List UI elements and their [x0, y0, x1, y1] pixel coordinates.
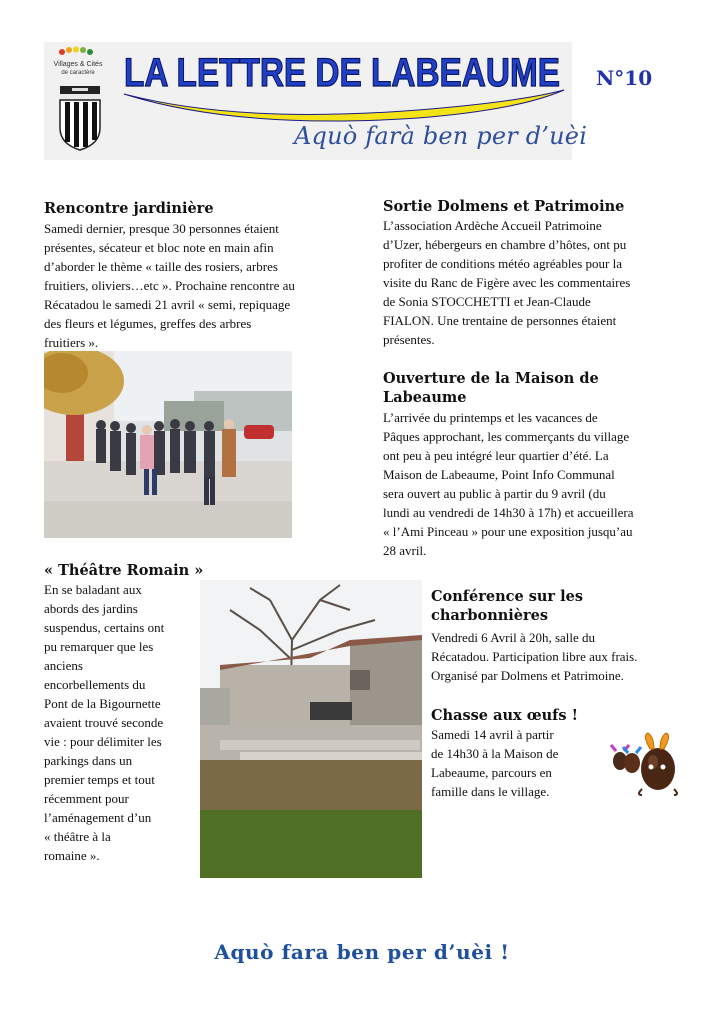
body-line: suspendus, certains ont	[44, 620, 165, 635]
body-line: de Sonia STOCCHETTI et Jean-Claude	[383, 294, 591, 309]
body-line: présentes, sécateur et bloc note en main afin	[44, 240, 274, 255]
article-title-theatre: « Théâtre Romain »	[44, 562, 204, 579]
newsletter-footer-slogan: Aquò fara ben per d’uèi !	[214, 940, 510, 964]
body-line: ont peu à peu intégré leur quartier d’été. La	[383, 448, 609, 463]
body-line: sera ouvert au public à partir du 9 avril (du	[383, 486, 606, 501]
title-line: Ouverture de la Maison de	[383, 370, 599, 387]
body-line: Labeaume, parcours en	[431, 765, 552, 780]
title-line: Labeaume	[383, 389, 467, 406]
body-line: Pâques approchant, les commerçants du village	[383, 429, 630, 444]
body-line: 28 avril.	[383, 543, 427, 558]
newsletter-subtitle: Aquò farà ben per d’uèi	[294, 122, 588, 150]
article-body-theatre	[44, 580, 204, 865]
body-line: lundi au vendredi de 14h30 à 17h) et accueillera	[383, 505, 634, 520]
body-line: famille dans le village.	[431, 784, 550, 799]
newsletter-title	[116, 46, 568, 102]
body-line: romaine ».	[44, 848, 100, 863]
article-body-chasse	[431, 725, 601, 801]
article-body-rencontre	[44, 219, 344, 352]
body-line: vie : pour délimiter les	[44, 734, 162, 749]
body-line: Samedi 14 avril à partir	[431, 727, 554, 742]
article-title-dolmens: Sortie Dolmens et Patrimoine	[383, 198, 625, 215]
easter-eggs-icon	[606, 725, 690, 799]
roman-theatre-photo	[200, 580, 422, 878]
body-line: Organisé par Dolmens et Patrimoine.	[431, 668, 624, 683]
garden-group-photo	[44, 351, 292, 538]
body-line: Vendredi 6 Avril à 20h, salle du	[431, 630, 596, 645]
body-line: En se baladant aux	[44, 582, 142, 597]
body-line: FIALON. Une trentaine de personnes étaient	[383, 313, 617, 328]
body-line: encorbellements du	[44, 677, 146, 692]
body-line: « l’Ami Pinceau » pour une exposition jusqu’au	[383, 524, 633, 539]
logo-text-line-2: de caractère	[61, 70, 95, 76]
body-line: d’Uzer, hébergeurs en chambre d’hôtes, ont pu	[383, 237, 627, 252]
issue-number: N°10	[596, 66, 653, 90]
body-line: l’aménagement d’un	[44, 810, 152, 825]
body-line: Récatadou le samedi 21 avril « semi, repiquage	[44, 297, 291, 312]
logo-text-line-1: Villages & Cités	[53, 61, 103, 68]
labeaume-crest-icon	[54, 84, 106, 154]
body-line: de 14h30 à la Maison de	[431, 746, 559, 761]
body-line: Pont de la Bigournette	[44, 696, 161, 711]
article-body-dolmens	[383, 216, 683, 349]
body-line: fruitiers, oliviers…etc ». Prochaine rencontre au	[44, 278, 295, 293]
body-line: anciens	[44, 658, 83, 673]
body-line: d’aborder le thème « taille des rosiers, arbres	[44, 259, 278, 274]
body-line: avaient trouvé seconde	[44, 715, 164, 730]
article-title-rencontre: Rencontre jardinière	[44, 200, 214, 217]
newsletter-title-text: LA LETTRE DE LABEAUME	[124, 51, 560, 95]
article-body-maison	[383, 408, 683, 560]
body-line: L’association Ardèche Accueil Patrimoine	[383, 218, 602, 233]
title-line: Conférence sur les	[431, 588, 584, 605]
body-line: L’arrivée du printemps et les vacances de	[383, 410, 598, 425]
body-line: « théâtre à la	[44, 829, 111, 844]
body-line: abords des jardins	[44, 601, 138, 616]
body-line: des fleurs et légumes, greffes des arbres	[44, 316, 252, 331]
body-line: fruitiers ».	[44, 335, 99, 350]
title-line: charbonnières	[431, 607, 549, 624]
body-line: Samedi dernier, presque 30 personnes étaient	[44, 221, 279, 236]
body-line: présentes.	[383, 332, 435, 347]
article-title-maison	[383, 369, 683, 407]
villages-de-caractere-logo	[50, 46, 106, 78]
body-line: profiter de conditions météo agréables pour la	[383, 256, 622, 271]
body-line: Maison de Labeaume, Point Info Communal	[383, 467, 615, 482]
body-line: visite du Ranc de Figère avec les commentaires	[383, 275, 631, 290]
body-line: pu remarquer que les	[44, 639, 154, 654]
body-line: premier temps et tout	[44, 772, 155, 787]
article-title-chasse: Chasse aux œufs !	[431, 707, 578, 724]
article-title-conference	[431, 587, 691, 625]
body-line: Récatadou. Participation libre aux frais.	[431, 649, 638, 664]
body-line: récemment pour	[44, 791, 129, 806]
body-line: parkings dans un	[44, 753, 133, 768]
article-body-conference	[431, 628, 691, 685]
